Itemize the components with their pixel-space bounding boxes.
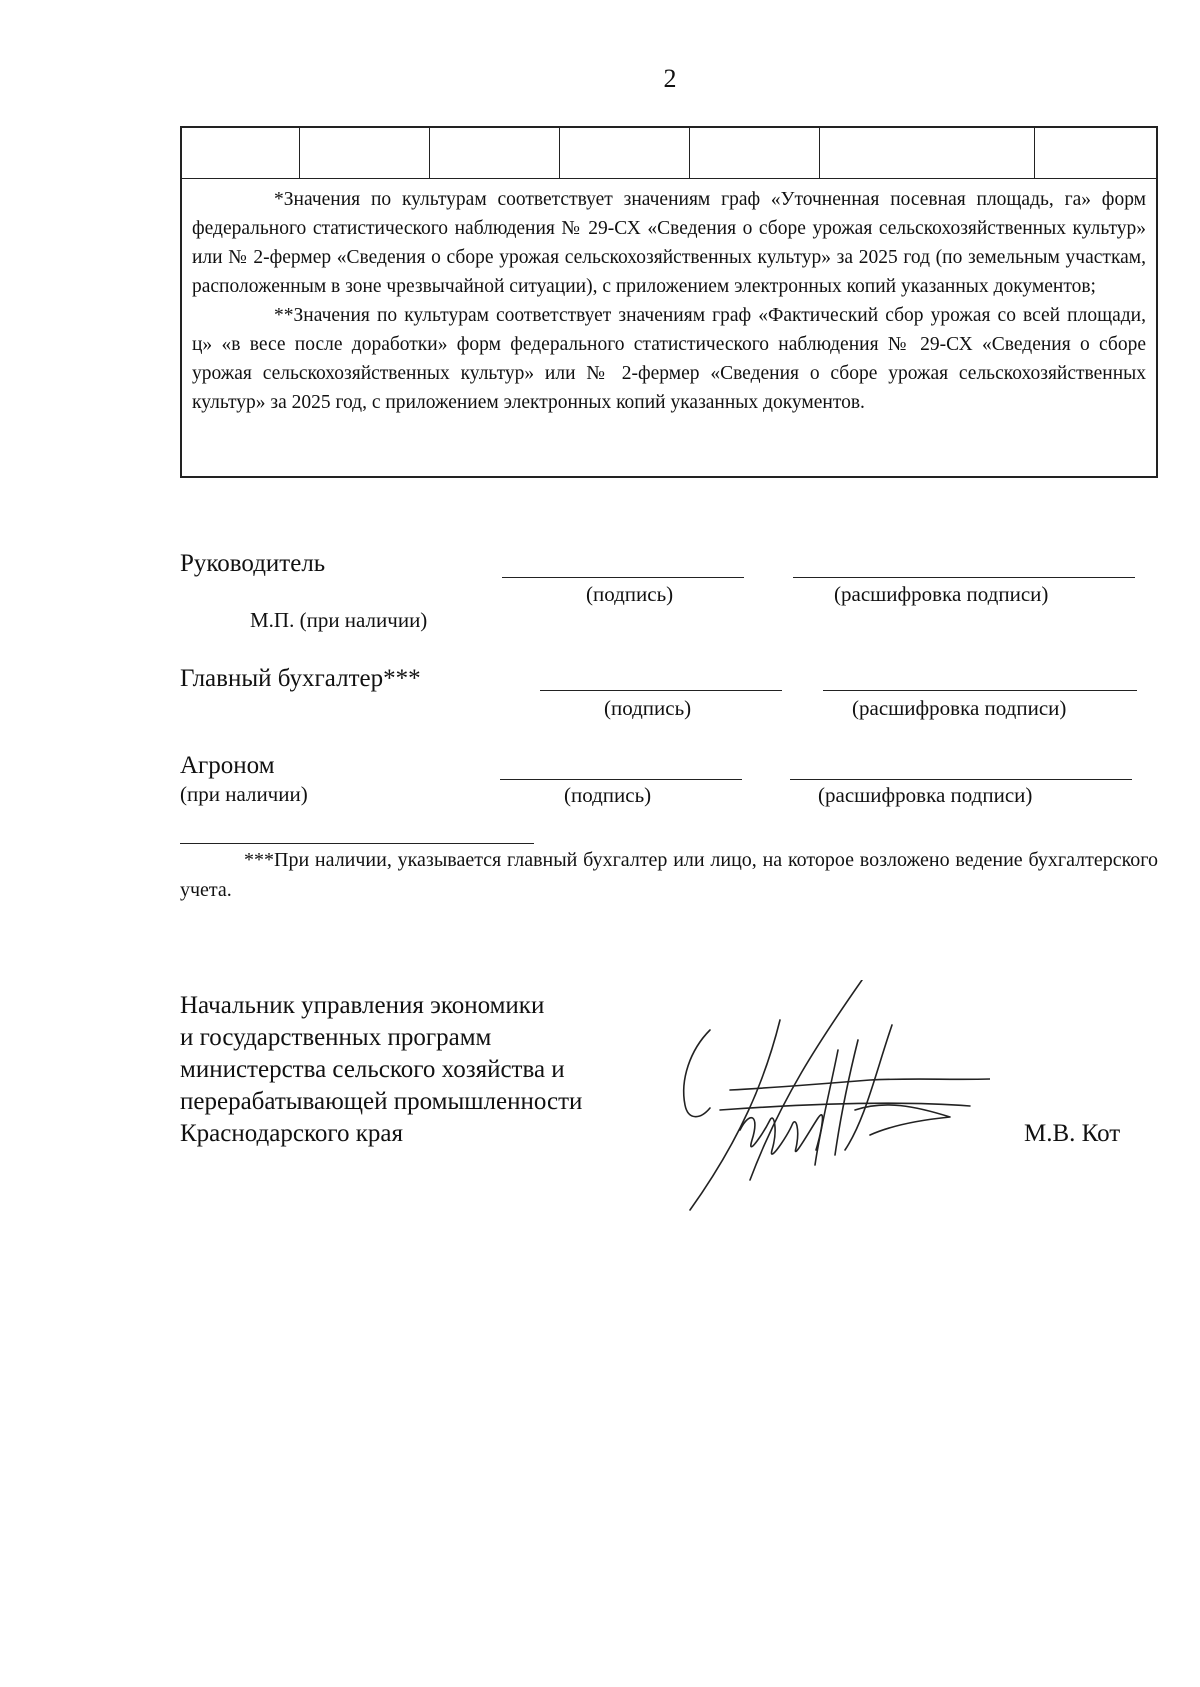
head-signature-caption: (подпись) [586, 582, 674, 606]
table-cell [560, 128, 690, 178]
official-line: министерства сельского хозяйства и [180, 1056, 565, 1083]
chief-accountant-signature-caption: (подпись) [604, 696, 692, 720]
agronomist-signature-caption: (подпись) [564, 783, 652, 807]
chief-accountant-decoding-line [823, 690, 1137, 691]
table-cell [820, 128, 1035, 178]
agronomist-title: Агроном [180, 752, 275, 779]
agronomist-decoding-line [790, 779, 1132, 780]
table-cell [690, 128, 820, 178]
head-signature-line [502, 577, 744, 578]
table-cell [182, 128, 300, 178]
head-title: Руководитель [180, 550, 326, 577]
note-crop-area: *Значения по культурам соответствует значениям граф «Уточненная посевная площадь, га» форм федерального статистического наблюдения № 29-СХ «Сведения о сборе урожая сельскохозяйственных культур» или № 2-фермер «Сведения о сборе урожая сельскохозяйственных культур» за 2025 год (по земельным участкам, расположенным в зоне чрезвычайной ситуации), с приложением электронных копий указанных документов; [192, 189, 1146, 297]
table-cell [430, 128, 560, 178]
official-line: и государственных программ [180, 1024, 492, 1051]
signer-name: М.В. Кот [1024, 1120, 1121, 1147]
table-notes [182, 179, 1156, 417]
footnote-text: ***При наличии, указывается главный бухгалтер или лицо, на которое возложено ведение бухгалтерского учета. [180, 849, 1158, 901]
head-decoding-caption: (расшифровка подписи) [834, 582, 1049, 606]
form-table [180, 126, 1158, 478]
chief-accountant-signature-line [540, 690, 782, 691]
agronomist-decoding-caption: (расшифровка подписи) [818, 783, 1033, 807]
head-decoding-line [793, 577, 1135, 578]
agronomist-signature-line [500, 779, 742, 780]
official-position [180, 990, 700, 1150]
handwritten-signature [670, 980, 990, 1220]
table-empty-row [182, 128, 1156, 179]
official-line: Краснодарского края [180, 1120, 403, 1147]
chief-accountant-decoding-caption: (расшифровка подписи) [852, 696, 1067, 720]
stamp-label: М.П. (при наличии) [250, 608, 428, 632]
chief-accountant-title: Главный бухгалтер*** [180, 665, 421, 692]
footnote-rule [180, 843, 534, 844]
table-cell [300, 128, 430, 178]
note-crop-harvest: **Значения по культурам соответствует значениям граф «Фактический сбор урожая со всей площади, ц» «в весе после доработки» форм федерального статистического наблюдения № 29-СХ «Сведения о сборе урожая сельскохозяйственных культур» или № 2-фермер «Сведения о сборе урожая сельскохозяйственных культур» за 2025 год, с приложением электронных копий указанных документов. [192, 305, 1146, 413]
page-number: 2 [663, 64, 677, 93]
agronomist-subtitle: (при наличии) [180, 782, 308, 806]
official-line: Начальник управления экономики [180, 992, 545, 1019]
table-cell [1035, 128, 1156, 178]
footnote [180, 845, 1158, 905]
official-line: перерабатывающей промышленности [180, 1088, 583, 1115]
